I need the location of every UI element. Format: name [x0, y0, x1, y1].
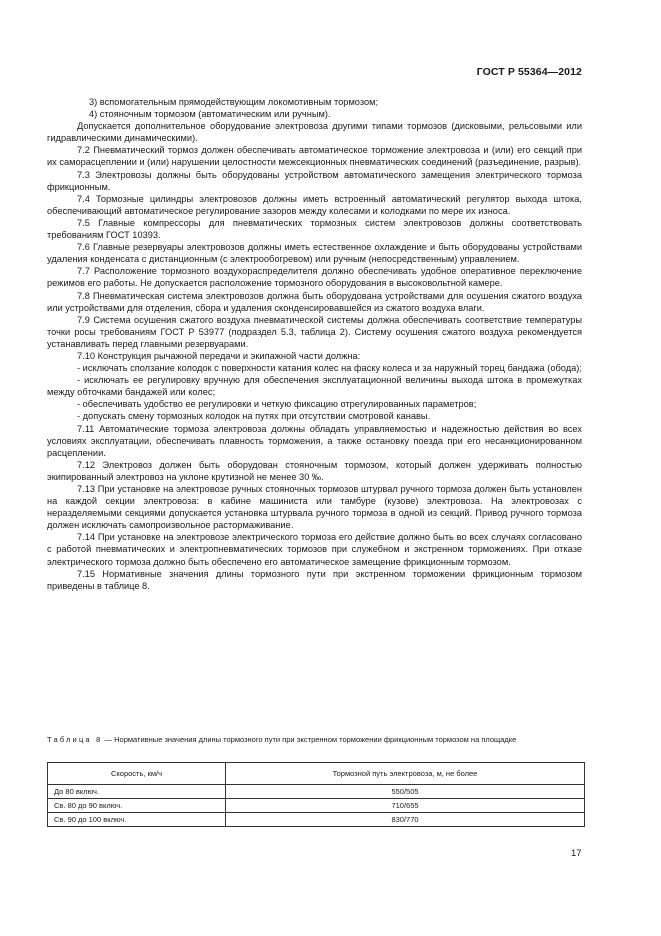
table-caption-label: Таблица 8 — [47, 735, 103, 744]
paragraph-7-11: 7.11 Автоматические тормоза электровоза должны обладать управляемостью и надежностью действия во всех условиях эксплуатации, обеспечивать плавность торможения, а также остановку поезда при его несанкционированном расцеплении. — [47, 423, 582, 458]
dash-item: - допускать смену тормозных колодок на путях при отсутствии смотровой канавы. — [77, 411, 431, 422]
paragraph-7-6: 7.6 Главные резервуары электровозов должны иметь естественное охлаждение и быть оборудованы устройствами удаления конденсата с дистанционным (с электрообогревом) или ручным (непосредственным) управлением. — [47, 242, 582, 265]
braking-distance-table — [47, 762, 585, 827]
paragraph-7-8: 7.8 Пневматическая система электровозов должна быть оборудована устройствами для осушения сжатого воздуха или устройствами для отделения, сбора и удаления сконденсировавшейся из сжатого воздуха влаги. — [47, 290, 582, 313]
dash-item: - обеспечивать удобство ее регулировки и четкую фиксацию отрегулированных параметров; — [77, 399, 477, 410]
paragraph-7-9: 7.9 Система осушения сжатого воздуха пневматической системы должна обеспечивать соответствие температуры точки росы требованиям ГОСТ Р 53977 (подраздел 5.3, таблица 2). Систему осушения сжатого воздуха рекомендуется устанавливать перед главными резервуарами. — [47, 314, 582, 349]
body-text — [47, 96, 582, 592]
table-row — [48, 799, 585, 813]
paragraph-7-13: 7.13 При установке на электровозе ручных стояночных тормозов штурвал ручного тормоза должен быть установлен на каждой секции электровоза: в кабине машиниста или тамбуре (кузове) электровоза. На электровозах с неразделяемыми секциями допускается установка штурвала ручного тормоза в одной из секций. Привод ручного тормоза должен исключать самопроизвольное растормаживание. — [47, 484, 582, 531]
paragraph-7-12: 7.12 Электровоз должен быть оборудован стояночным тормозом, который должен удерживать полностью экипированный электровоз на уклоне крутизной не менее 30 ‰. — [47, 459, 582, 482]
paragraph-7-14: 7.14 При установке на электровозе электрического тормоза его действие должно быть во всех случаях согласовано с работой пневматических и электропневматических тормозов при служебном и экстренном торможениях. При отказе электрического тормоза должно быть обеспечено его автоматическое замещение фрикционным тормозом. — [47, 532, 582, 567]
table-header-row — [48, 763, 585, 785]
cell-speed: Св. 80 до 90 включ. — [48, 799, 226, 813]
list-item: 3) вспомогательным прямодействующим локомотивным тормозом; — [89, 97, 379, 107]
table-caption-text: — Нормативные значения длины тормозного пути при экстренном торможении фрикционным тормозом на площадке — [102, 735, 517, 744]
page-number: 17 — [571, 848, 582, 859]
paragraph-7-15: 7.15 Нормативные значения длины тормозного пути при экстренном торможении фрикционным тормозом приведены в таблице 8. — [47, 568, 582, 591]
cell-distance: 830/770 — [226, 813, 585, 827]
cell-speed: Св. 90 до 100 включ. — [48, 813, 226, 827]
document-header: ГОСТ Р 55364—2012 — [476, 66, 582, 78]
table-caption — [47, 734, 585, 745]
column-header-speed: Скорость, км/ч — [48, 763, 226, 785]
cell-distance: 550/505 — [226, 785, 585, 799]
dash-item: - исключать сползание колодок с поверхности катания колес на фаску колеса и за наружный торец бандажа (обода); — [77, 363, 582, 374]
paragraph-7-10: 7.10 Конструкция рычажной передачи и экипажной части должна: — [77, 350, 361, 361]
paragraph-7-7: 7.7 Расположение тормозного воздухораспределителя должно обеспечивать удобное оперативное переключение режимов его работы. Не допускается расположение тормозного оборудования в высоковольтной камере. — [47, 266, 582, 289]
list-item: 4) стояночным тормозом (автоматическим или ручным). — [89, 109, 331, 120]
paragraph-7-3: 7.3 Электровозы должны быть оборудованы устройством автоматического замещения электрического тормоза фрикционным. — [47, 169, 582, 192]
paragraph-7-5: 7.5 Главные компрессоры для пневматических тормозных систем электровозов должны соответствовать требованиям ГОСТ 10393. — [47, 217, 582, 241]
paragraph-7-2: 7.2 Пневматический тормоз должен обеспечивать автоматическое торможение электровоза и (или) его секций при их саморасцеплении и (или) нарушении целостности межсекционных пневматических соединений (разъединение, разрыв). — [47, 145, 582, 168]
dash-item: - исключать ее регулировку вручную для обеспечения эксплуатационной величины выхода штока в промежутках между обточками бандажей или колес; — [47, 375, 582, 398]
column-header-distance: Тормозной путь электровоза, м, не более — [226, 763, 585, 785]
table-row — [48, 785, 585, 799]
table-row — [48, 813, 585, 827]
paragraph: Допускается дополнительное оборудование электровоза другими типами тормозов (дисковыми, рельсовыми или гидравлическими динамическими). — [47, 121, 582, 144]
cell-distance: 710/655 — [226, 799, 585, 813]
paragraph-7-4: 7.4 Тормозные цилиндры электровозов должны иметь встроенный автоматический регулятор выхода штока, обеспечивающий автоматическое регулирование зазоров между колесами и колодками по мере их износа. — [47, 193, 582, 216]
cell-speed: До 80 включ. — [48, 785, 226, 799]
